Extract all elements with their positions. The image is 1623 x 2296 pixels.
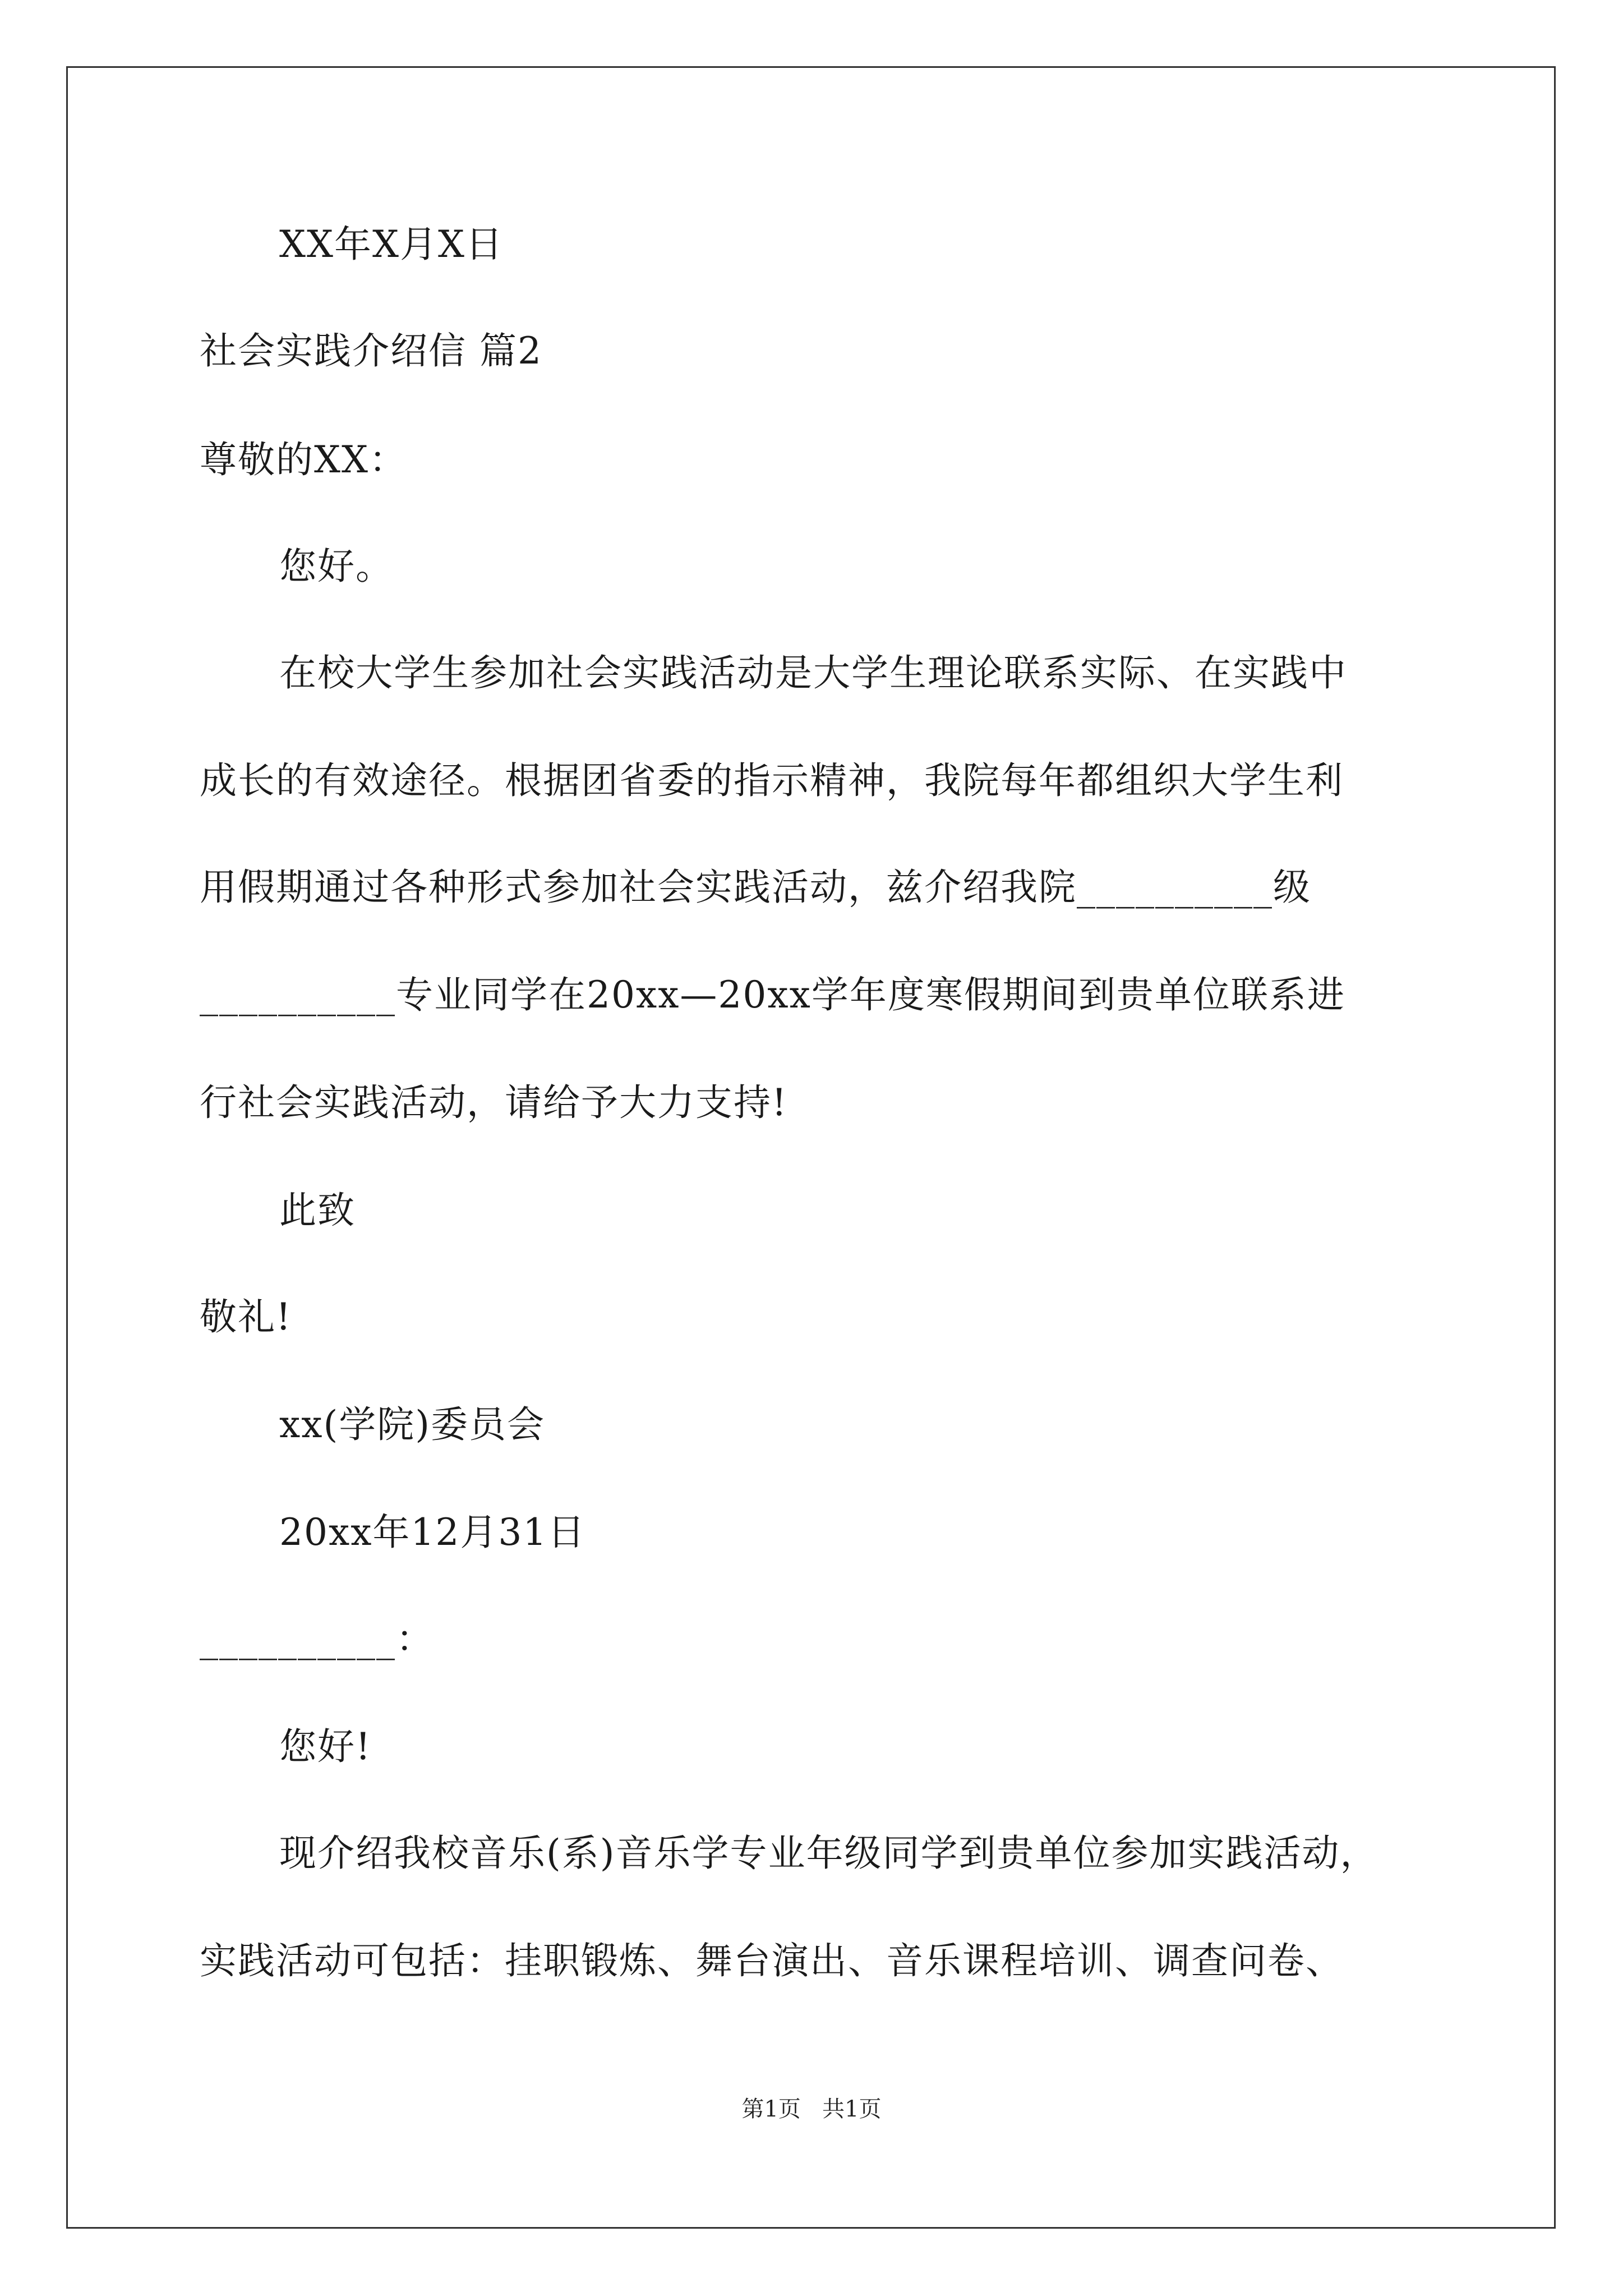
closing-salute: 敬礼!: [200, 1295, 292, 1338]
greeting-2: 您好!: [279, 1725, 372, 1768]
recipient-blank: __________：: [200, 1617, 434, 1660]
signature-date: 20xx年12月31日: [279, 1511, 586, 1554]
date-line: XX年X月X日: [279, 223, 504, 266]
salutation: 尊敬的XX：: [200, 438, 407, 481]
body-paragraph-line: 实践活动可包括：挂职锻炼、舞台演出、音乐课程培训、调查问卷、: [200, 1939, 1344, 1982]
body-paragraph-line: 现介绍我校音乐(系)音乐学专业年级同学到贵单位参加实践活动，: [279, 1832, 1378, 1875]
body-paragraph-line: 在校大学生参加社会实践活动是大学生理论联系实际、在实践中: [279, 651, 1347, 694]
body-paragraph-line: __________专业同学在20xx—20xx学年度寒假期间到贵单位联系进: [200, 973, 1345, 1016]
body-paragraph-line: 成长的有效途径。根据团省委的指示精神，我院每年都组织大学生利: [200, 759, 1344, 802]
body-paragraph-line: 用假期通过各种形式参加社会实践活动，兹介绍我院__________级: [200, 866, 1311, 909]
body-paragraph-line: 行社会实践活动，请给予大力支持!: [200, 1081, 788, 1124]
greeting: 您好。: [279, 545, 394, 588]
closing-phrase: 此致: [279, 1189, 356, 1232]
page-frame: [66, 66, 1556, 2229]
section-title: 社会实践介绍信 篇2: [200, 329, 542, 372]
signature-org: xx(学院)委员会: [279, 1403, 545, 1446]
page-number-footer: 第1页 共1页: [741, 2096, 882, 2122]
